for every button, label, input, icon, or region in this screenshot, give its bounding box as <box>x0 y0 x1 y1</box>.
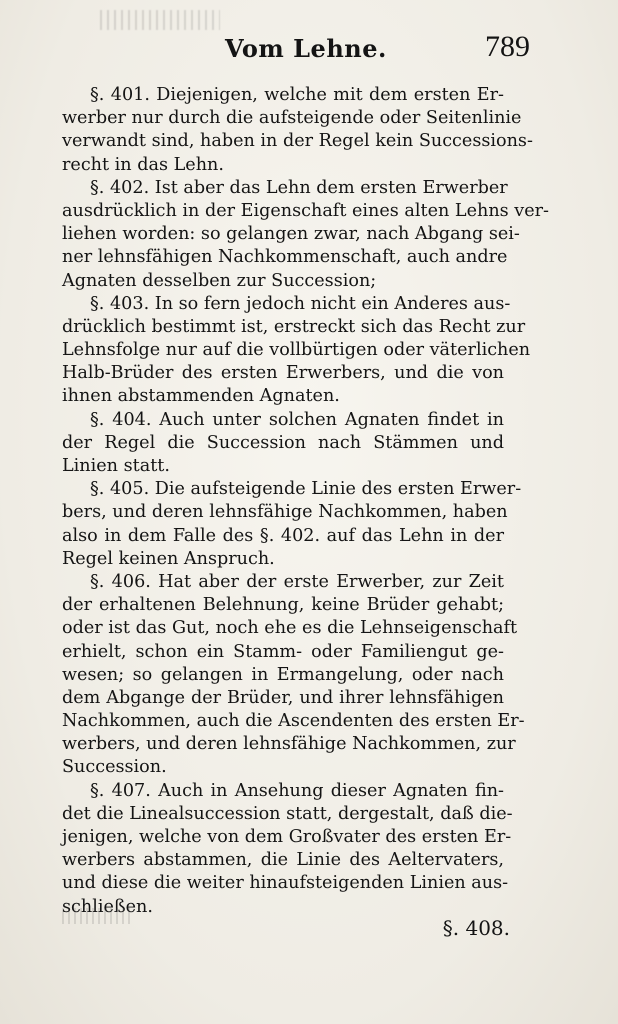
text-line: werbers abstammen, die Linie des Aeltervaters, <box>62 850 504 871</box>
paragraph <box>62 780 513 919</box>
text-line: Halb-Brüder des ersten Erwerbers, und die von <box>62 363 504 384</box>
text-line: verwandt sind, haben in der Regel kein Successions- <box>62 131 533 152</box>
text-line: ausdrücklich in der Eigenschaft eines alten Lehns ver- <box>62 200 549 221</box>
text-line: §. 406. Hat aber der erste Erwerber, zur Zeit <box>90 571 504 592</box>
text-line: §. 404. Auch unter solchen Agnaten findet in <box>90 409 504 430</box>
text-line: der Regel die Succession nach Stämmen und <box>62 432 504 453</box>
text-line: Succession. <box>62 757 167 778</box>
text-line: ner lehnsfähigen Nachkommenschaft, auch andre <box>62 247 508 268</box>
text-line: §. 402. Ist aber das Lehn dem ersten Erwerber <box>90 177 508 198</box>
text-line: jenigen, welche von dem Großvater des ersten Er- <box>62 827 512 847</box>
text-line: liehen worden: so gelangen zwar, nach Abgang sei- <box>62 224 520 245</box>
bleed-through-marks <box>100 10 220 30</box>
text-line: der erhaltenen Belehnung, keine Brüder gehabt; <box>62 595 504 616</box>
text-line: §. 401. Diejenigen, welche mit dem ersten Er- <box>90 85 504 105</box>
paragraph <box>62 478 522 571</box>
page-number: 789 <box>485 30 530 63</box>
text-line: drücklich bestimmt ist, erstreckt sich das Recht zur <box>62 316 526 337</box>
text-line: §. 405. Die aufsteigende Linie des ersten Erwer- <box>90 479 522 500</box>
paragraph <box>62 177 549 293</box>
text-line: erhielt, schon ein Stamm- oder Familiengut ge- <box>62 641 504 662</box>
text-line: Linien statt. <box>62 456 170 476</box>
paragraph <box>62 84 533 177</box>
text-line: dem Abgange der Brüder, und ihrer lehnsfähigen <box>62 687 504 708</box>
text-line: Regel keinen Anspruch. <box>62 548 275 569</box>
text-line: Lehnsfolge nur auf die vollbürtigen oder väterlichen <box>62 340 531 361</box>
catchword: §. 408. <box>442 916 510 940</box>
text-line: bers, und deren lehnsfähige Nachkommen, haben <box>62 502 508 523</box>
running-title: Vom Lehne. <box>225 34 387 63</box>
paragraph <box>62 293 531 409</box>
body-text <box>62 84 549 919</box>
text-line: wesen; so gelangen in Ermangelung, oder nach <box>62 664 504 685</box>
paragraph <box>62 571 525 780</box>
running-header <box>60 28 530 68</box>
text-line: Nachkommen, auch die Ascendenten des ersten Er- <box>62 711 525 732</box>
text-line: §. 403. In so fern jedoch nicht ein Anderes aus- <box>90 293 511 314</box>
paragraph <box>62 409 504 479</box>
text-line: und diese die weiter hinaufsteigenden Linien aus- <box>62 873 509 894</box>
text-line: werbers, und deren lehnsfähige Nachkommen, zur <box>62 734 516 755</box>
text-line: Agnaten desselben zur Succession; <box>62 270 377 291</box>
text-line: recht in das Lehn. <box>62 154 224 175</box>
text-line: schließen. <box>62 896 153 917</box>
text-line: ihnen abstammenden Agnaten. <box>62 386 340 407</box>
text-line: oder ist das Gut, noch ehe es die Lehnseigenschaft <box>62 618 518 639</box>
text-line: §. 407. Auch in Ansehung dieser Agnaten fin- <box>90 780 504 801</box>
text-line: det die Linealsuccession statt, dergestalt, daß die- <box>62 803 513 824</box>
text-line: also in dem Falle des §. 402. auf das Lehn in der <box>62 525 504 546</box>
text-line: werber nur durch die aufsteigende oder Seitenlinie <box>62 108 522 129</box>
bleed-through-marks-bottom <box>62 908 132 924</box>
